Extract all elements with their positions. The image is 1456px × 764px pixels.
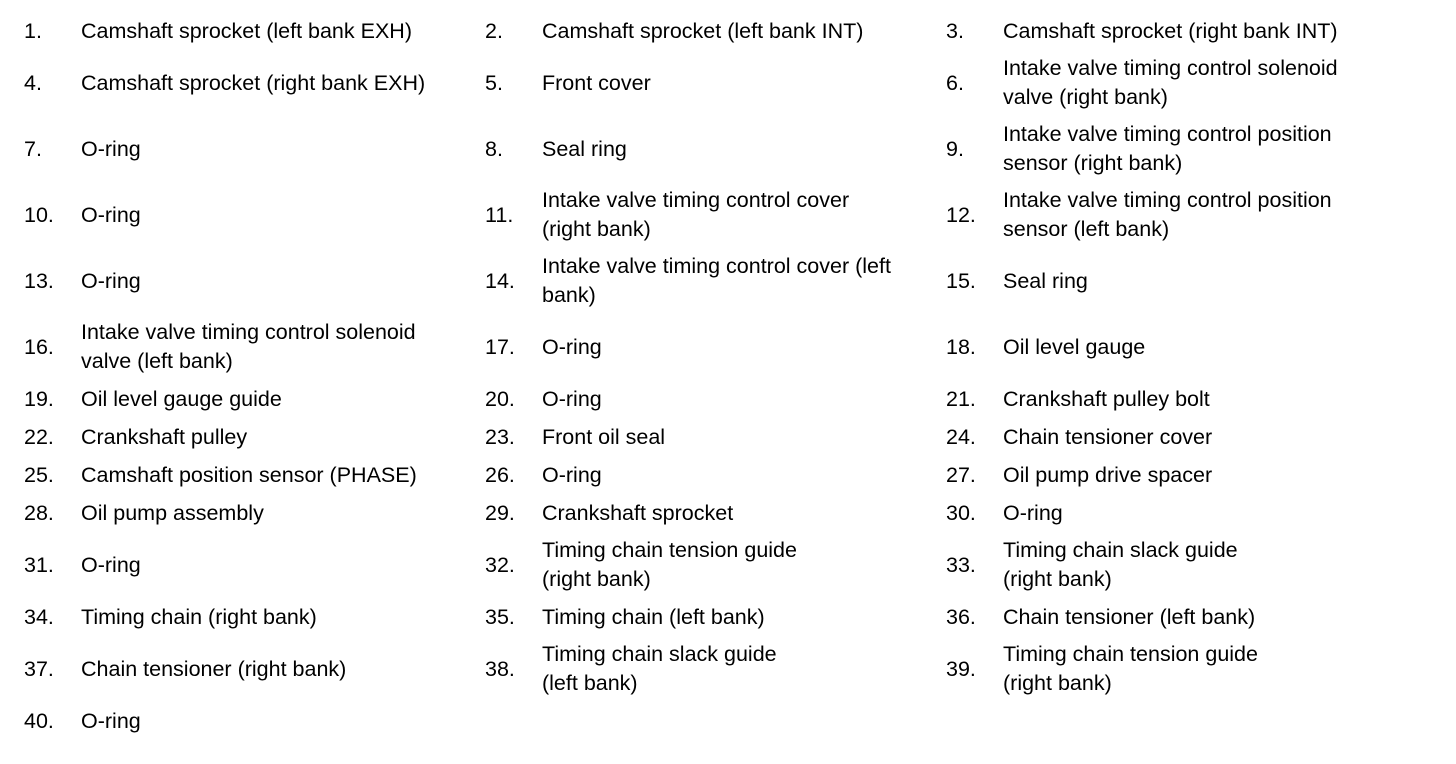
item-label: Intake valve timing control cover (right bank) (542, 188, 850, 241)
item-label: O-ring (1003, 500, 1063, 525)
item-label: Seal ring (542, 136, 627, 161)
legend-row (24, 182, 1434, 248)
item-number: 23. (485, 424, 515, 449)
item-label: O-ring (542, 386, 602, 411)
legend-item (946, 54, 1416, 112)
legend-item (485, 536, 946, 594)
item-label: O-ring (81, 708, 141, 733)
legend-item (485, 17, 946, 46)
legend-item (24, 69, 485, 98)
legend-row (24, 50, 1434, 116)
legend-item (946, 333, 1416, 362)
item-label: Camshaft sprocket (right bank EXH) (81, 70, 426, 95)
legend-item (946, 640, 1416, 698)
item-number: 14. (485, 268, 515, 293)
item-number: 25. (24, 462, 54, 487)
legend-item (24, 461, 485, 490)
legend-item (24, 267, 485, 296)
item-number: 34. (24, 604, 54, 629)
legend-item (485, 186, 946, 244)
item-label: Timing chain tension guide (right bank) (542, 538, 797, 591)
legend-item (485, 461, 946, 490)
item-number: 8. (485, 136, 503, 161)
legend-item (946, 536, 1416, 594)
item-number: 22. (24, 424, 54, 449)
item-number: 39. (946, 656, 976, 681)
legend-item (485, 640, 946, 698)
item-number: 17. (485, 334, 515, 359)
item-label: O-ring (542, 334, 602, 359)
item-label: Camshaft sprocket (right bank INT) (1003, 18, 1338, 43)
item-number: 21. (946, 386, 976, 411)
legend-item (485, 135, 946, 164)
item-number: 35. (485, 604, 515, 629)
item-label: Front cover (542, 70, 651, 95)
item-number: 32. (485, 552, 515, 577)
item-label: Chain tensioner (left bank) (1003, 604, 1256, 629)
item-label: Crankshaft pulley bolt (1003, 386, 1210, 411)
legend-item (946, 423, 1416, 452)
item-label: Camshaft sprocket (left bank EXH) (81, 18, 412, 43)
item-number: 37. (24, 656, 54, 681)
legend-row (24, 532, 1434, 598)
legend-item (485, 385, 946, 414)
item-label: Camshaft position sensor (PHASE) (81, 462, 417, 487)
legend-row (24, 418, 1434, 456)
item-number: 27. (946, 462, 976, 487)
legend-item (24, 385, 485, 414)
item-label: Front oil seal (542, 424, 666, 449)
item-label: Chain tensioner (right bank) (81, 656, 347, 681)
legend-row (24, 456, 1434, 494)
item-label: Oil pump drive spacer (1003, 462, 1213, 487)
item-number: 13. (24, 268, 54, 293)
legend-item (24, 201, 485, 230)
legend-item (946, 120, 1416, 178)
item-label: Crankshaft pulley (81, 424, 248, 449)
item-label: Intake valve timing control solenoid valve (left bank) (81, 320, 416, 373)
legend-item (24, 135, 485, 164)
item-number: 36. (946, 604, 976, 629)
item-number: 40. (24, 708, 54, 733)
item-number: 24. (946, 424, 976, 449)
item-label: O-ring (81, 136, 141, 161)
item-number: 12. (946, 202, 976, 227)
item-number: 29. (485, 500, 515, 525)
legend-item (485, 603, 946, 632)
item-label: O-ring (81, 268, 141, 293)
item-number: 5. (485, 70, 503, 95)
item-number: 3. (946, 18, 964, 43)
item-label: Camshaft sprocket (left bank INT) (542, 18, 864, 43)
legend-item (485, 499, 946, 528)
legend-item (485, 423, 946, 452)
legend-row (24, 598, 1434, 636)
legend-item (946, 603, 1416, 632)
item-number: 18. (946, 334, 976, 359)
legend-item (946, 461, 1416, 490)
item-number: 2. (485, 18, 503, 43)
item-label: O-ring (81, 202, 141, 227)
item-label: Intake valve timing control solenoid valve (right bank) (1003, 56, 1338, 109)
item-number: 11. (485, 202, 514, 227)
item-number: 9. (946, 136, 964, 161)
legend-item (24, 655, 485, 684)
legend-row (24, 314, 1434, 380)
item-number: 33. (946, 552, 976, 577)
item-number: 16. (24, 334, 54, 359)
legend-row (24, 702, 1434, 740)
legend-row (24, 494, 1434, 532)
legend-item (946, 267, 1416, 296)
legend-row (24, 380, 1434, 418)
legend-item (946, 499, 1416, 528)
item-label: Timing chain tension guide (right bank) (1003, 642, 1258, 695)
legend-item (485, 252, 946, 310)
item-label: Intake valve timing control position sensor (left bank) (1003, 188, 1332, 241)
item-number: 20. (485, 386, 515, 411)
legend-item (24, 603, 485, 632)
item-number: 15. (946, 268, 976, 293)
item-label: Timing chain slack guide (right bank) (1003, 538, 1238, 591)
item-number: 38. (485, 656, 515, 681)
legend-item (24, 499, 485, 528)
legend-item (24, 551, 485, 580)
item-label: Oil level gauge (1003, 334, 1146, 359)
legend-row (24, 12, 1434, 50)
item-label: Timing chain (right bank) (81, 604, 317, 629)
item-number: 6. (946, 70, 964, 95)
legend-row (24, 116, 1434, 182)
legend-item (485, 333, 946, 362)
item-number: 30. (946, 500, 976, 525)
item-label: Oil pump assembly (81, 500, 264, 525)
item-label: Intake valve timing control position sensor (right bank) (1003, 122, 1332, 175)
item-number: 1. (24, 18, 42, 43)
item-label: Oil level gauge guide (81, 386, 282, 411)
item-label: Intake valve timing control cover (left bank) (542, 254, 891, 307)
item-label: O-ring (81, 552, 141, 577)
legend-item (24, 318, 485, 376)
item-label: Timing chain (left bank) (542, 604, 765, 629)
legend-item (485, 69, 946, 98)
item-number: 10. (24, 202, 54, 227)
item-label: Timing chain slack guide (left bank) (542, 642, 777, 695)
legend-item (24, 707, 485, 736)
item-number: 31. (24, 552, 54, 577)
item-label: Seal ring (1003, 268, 1088, 293)
parts-legend (24, 12, 1434, 740)
legend-row (24, 248, 1434, 314)
item-label: O-ring (542, 462, 602, 487)
item-number: 19. (24, 386, 54, 411)
item-number: 26. (485, 462, 515, 487)
item-number: 7. (24, 136, 42, 161)
item-number: 4. (24, 70, 42, 95)
legend-item (946, 385, 1416, 414)
legend-row (24, 636, 1434, 702)
item-label: Chain tensioner cover (1003, 424, 1213, 449)
item-number: 28. (24, 500, 54, 525)
legend-item (946, 186, 1416, 244)
legend-item (946, 17, 1416, 46)
item-label: Crankshaft sprocket (542, 500, 734, 525)
legend-item (24, 17, 485, 46)
legend-item (24, 423, 485, 452)
